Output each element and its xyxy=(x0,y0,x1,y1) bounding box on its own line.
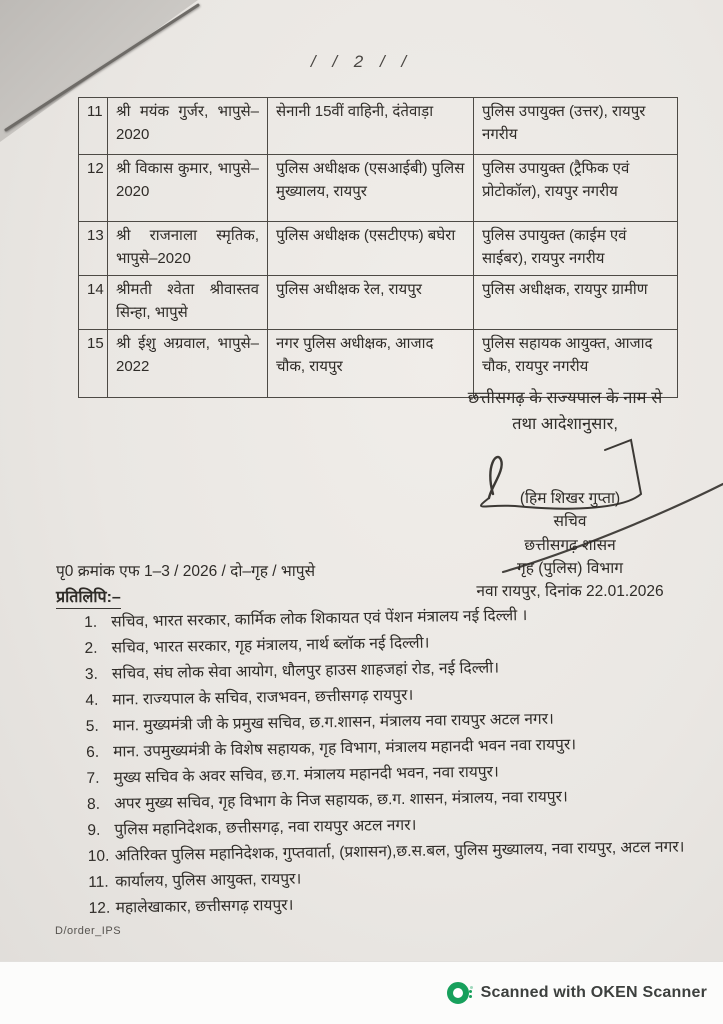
cell-officer-name: श्रीमती श्वेता श्रीवास्तव सिन्हा, भापुसे xyxy=(108,276,268,330)
list-item-number: 8. xyxy=(86,795,101,813)
document-code: D/order_IPS xyxy=(55,925,122,937)
cell-serial: 13 xyxy=(79,222,108,276)
copy-distribution-list xyxy=(84,602,705,923)
table-row xyxy=(79,276,678,330)
list-item-text: मान. मुख्यमंत्री जी के प्रमुख सचिव, छ.ग.शासन, मंत्रालय नवा रायपुर अटल नगर। xyxy=(112,710,554,735)
list-item-number: 5. xyxy=(85,717,99,735)
list-item-number: 4. xyxy=(85,691,99,709)
list-item-text: अपर मुख्य सचिव, गृह विभाग के निज सहायक, छ.ग. शासन, मंत्रालय, नवा रायपुर। xyxy=(113,788,568,813)
list-item-text: कार्यालय, पुलिस आयुक्त, रायपुर। xyxy=(115,870,302,891)
table-row xyxy=(79,222,678,276)
cell-current-posting: पुलिस अधीक्षक (एसटीएफ) बघेरा xyxy=(268,222,474,276)
list-item-text: अतिरिक्त पुलिस महानिदेशक, गुप्तवार्ता, (प्रशासन),छ.स.बल, पुलिस मुख्यालय, नवा रायपुर, अटल नगर। xyxy=(114,838,685,865)
list-item-text: सचिव, भारत सरकार, गृह मंत्रालय, नार्थ ब्लॉक नई दिल्ली। xyxy=(111,634,430,657)
signatory-department: गृह (पुलिस) विभाग xyxy=(517,559,623,577)
list-item-number: 3. xyxy=(84,665,99,683)
list-item-number: 7. xyxy=(86,769,100,787)
signatory-government: छत्तीसगढ़ शासन xyxy=(524,536,616,554)
cell-officer-name: श्री मयंक गुर्जर, भापुसे–2020 xyxy=(108,98,268,155)
signatory-name: (हिम शिखर गुप्ता) xyxy=(519,490,621,507)
endorsement-ref-number: पृ0 क्रमांक एफ 1–3 / 2026 / दो–गृह / भापुसे xyxy=(56,563,316,580)
scanner-watermark-text: Scanned with OKEN Scanner xyxy=(480,984,707,1001)
cell-serial: 15 xyxy=(79,330,108,398)
table-row xyxy=(79,98,678,155)
cell-serial: 14 xyxy=(79,276,108,330)
authority-line-1: छत्तीसगढ़ के राज्यपाल के नाम से xyxy=(467,389,663,407)
list-item-number: 10. xyxy=(87,847,110,865)
cell-current-posting: नगर पुलिस अधीक्षक, आजाद चौक, रायपुर xyxy=(268,330,474,398)
list-item-text: पुलिस महानिदेशक, छत्तीसगढ़, नवा रायपुर अटल नगर। xyxy=(114,816,417,839)
list-item-text: सचिव, भारत सरकार, कार्मिक लोक शिकायत एवं पेंशन मंत्रालय नई दिल्ली । xyxy=(111,607,528,631)
list-item-text: महालेखाकार, छत्तीसगढ़ रायपुर। xyxy=(115,896,294,917)
list-item xyxy=(88,888,704,920)
cell-serial: 12 xyxy=(79,155,108,222)
officer-transfer-table xyxy=(78,97,678,398)
list-item-number: 1. xyxy=(84,613,98,631)
authority-statement xyxy=(415,386,715,437)
cell-new-posting: पुलिस सहायक आयुक्त, आजाद चौक, रायपुर नगरीय xyxy=(474,330,678,398)
list-item-text: मुख्य सचिव के अवर सचिव, छ.ग. मंत्रालय महानदी भवन, नवा रायपुर। xyxy=(113,763,499,787)
cell-current-posting: पुलिस अधीक्षक (एसआईबी) पुलिस मुख्यालय, रायपुर xyxy=(268,155,474,222)
signature-block xyxy=(425,487,715,603)
cell-officer-name: श्री राजनाला स्मृतिक, भापुसे–2020 xyxy=(108,222,268,276)
cell-officer-name: श्री विकास कुमार, भापुसे–2020 xyxy=(108,155,268,222)
cell-new-posting: पुलिस उपायुक्त (उत्तर), रायपुर नगरीय xyxy=(474,98,678,155)
cell-officer-name: श्री ईशु अग्रवाल, भापुसे–2022 xyxy=(108,330,268,398)
page-number: / / 2 / / xyxy=(310,52,413,71)
scanner-footer xyxy=(0,961,723,1024)
authority-line-2: तथा आदेशानुसार, xyxy=(512,414,618,433)
list-item-number: 9. xyxy=(87,821,101,839)
cell-serial: 11 xyxy=(79,98,108,155)
list-item-number: 12. xyxy=(88,899,111,917)
list-item-number: 2. xyxy=(84,639,98,657)
list-item-text: मान. उपमुख्यमंत्री के विशेष सहायक, गृह विभाग, मंत्रालय महानदी भवन नवा रायपुर। xyxy=(113,736,577,761)
cell-new-posting: पुलिस उपायुक्त (काईम एवं साईबर), रायपुर नगरीय xyxy=(474,222,678,276)
table-row xyxy=(79,155,678,222)
cell-current-posting: सेनानी 15वीं वाहिनी, दंतेवाड़ा xyxy=(268,98,474,155)
list-item-number: 11. xyxy=(88,873,109,891)
signatory-designation: सचिव xyxy=(553,513,587,531)
list-item-text: सचिव, संघ लोक सेवा आयोग, धौलपुर हाउस शाहजहां रोड, नई दिल्ली। xyxy=(111,659,500,683)
copy-to-label: प्रतिलिपि:– xyxy=(56,585,121,609)
cell-new-posting: पुलिस उपायुक्त (ट्रैफिक एवं प्रोटोकॉल), रायपुर नगरीय xyxy=(474,155,678,222)
signature-place-date: नवा रायपुर, दिनांक 22.01.2026 xyxy=(476,583,664,600)
oken-scanner-logo-icon xyxy=(447,982,469,1004)
list-item-text: मान. राज्यपाल के सचिव, राजभवन, छत्तीसगढ़ रायपुर। xyxy=(112,686,414,709)
cell-new-posting: पुलिस अधीक्षक, रायपुर ग्रामीण xyxy=(474,276,678,330)
list-item-number: 6. xyxy=(86,743,100,761)
cell-current-posting: पुलिस अधीक्षक रेल, रायपुर xyxy=(268,276,474,330)
